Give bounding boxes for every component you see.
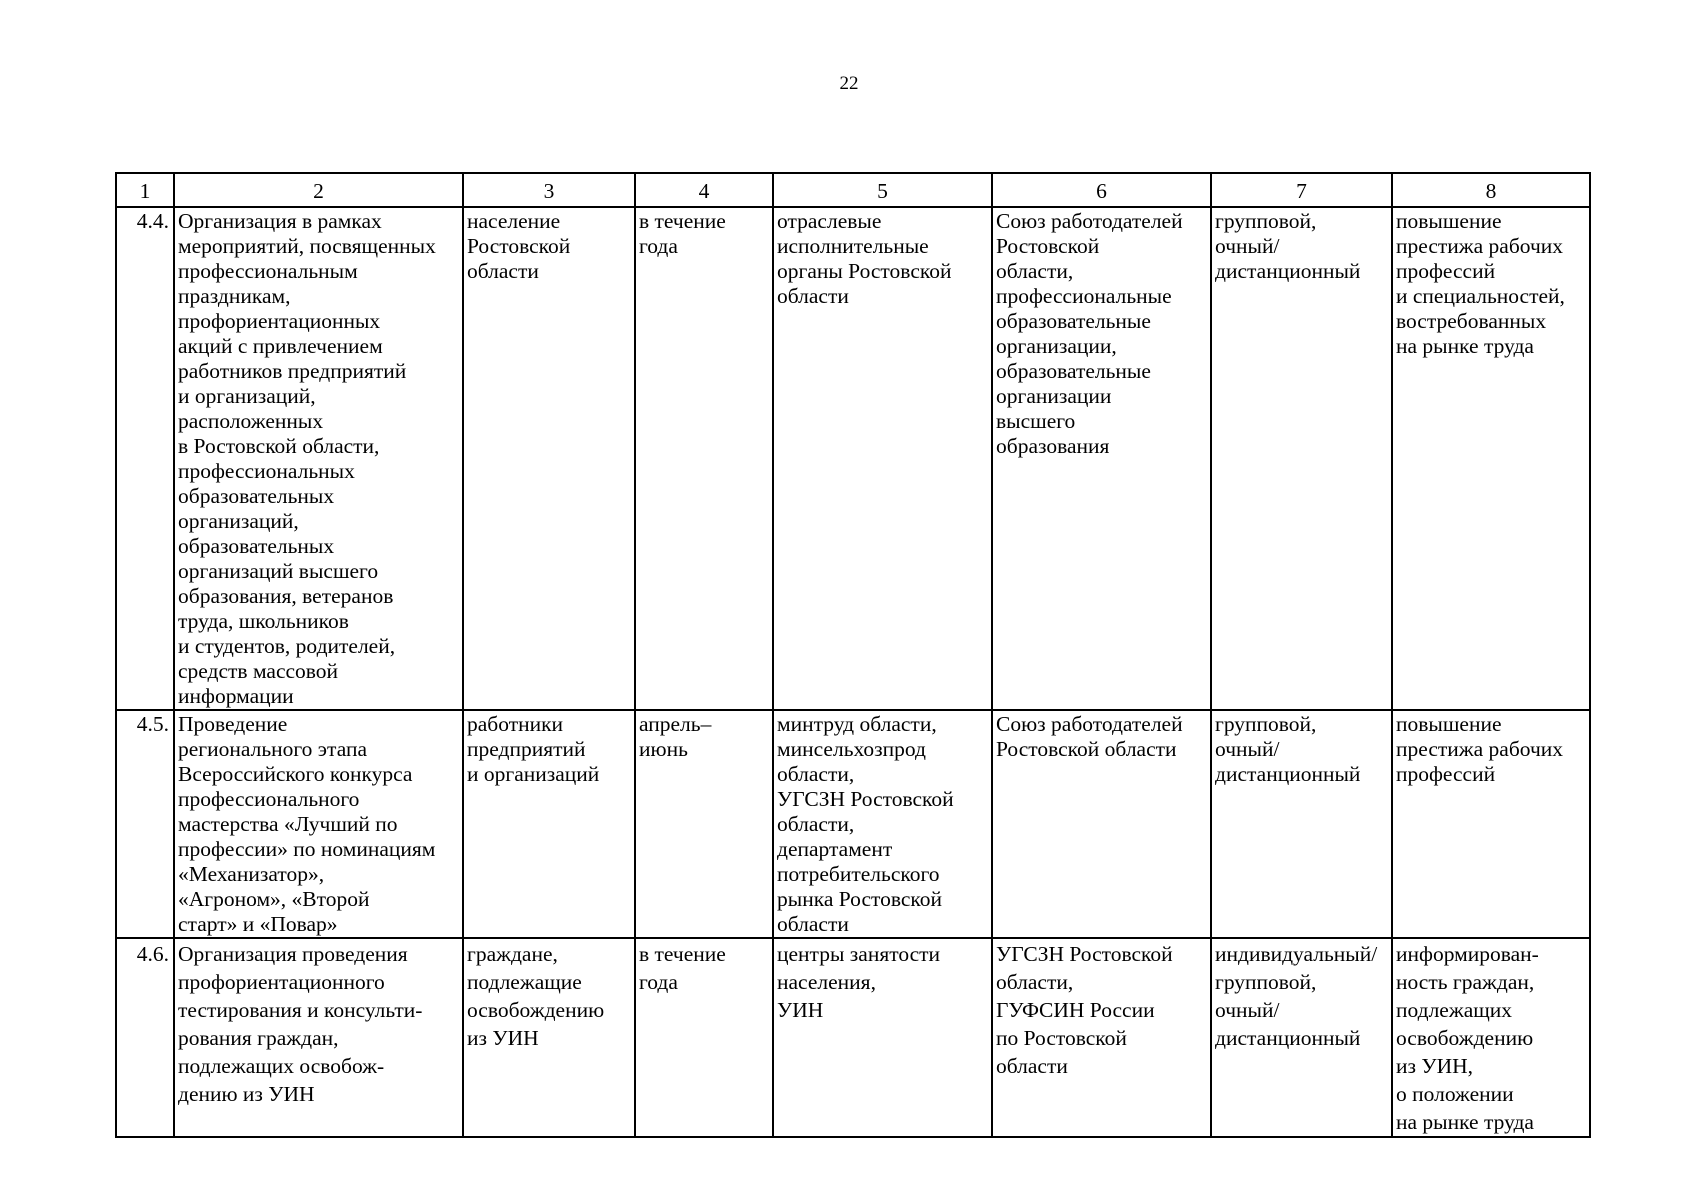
partners-cell: Союз работодателей Ростовской области	[992, 710, 1211, 938]
period-cell: апрель– июнь	[635, 710, 773, 938]
format-cell: групповой, очный/ дистанционный	[1211, 710, 1392, 938]
column-header-1: 1	[116, 173, 174, 207]
column-header-4: 4	[635, 173, 773, 207]
format-cell: индивидуальный/ групповой, очный/ дистанционный	[1211, 938, 1392, 1137]
format-cell: групповой, очный/ дистанционный	[1211, 207, 1392, 710]
table-row	[116, 710, 1590, 938]
activities-table	[115, 172, 1591, 1138]
table-row	[116, 938, 1590, 1137]
table-row	[116, 207, 1590, 710]
column-header-3: 3	[463, 173, 635, 207]
executor-cell: отраслевые исполнительные органы Ростовской области	[773, 207, 992, 710]
column-header-6: 6	[992, 173, 1211, 207]
page-number: 22	[839, 73, 859, 94]
result-cell: информирован- ность граждан, подлежащих освобождению из УИН, о положении на рынке труда	[1392, 938, 1590, 1137]
column-header-8: 8	[1392, 173, 1590, 207]
target-group-cell: работники предприятий и организаций	[463, 710, 635, 938]
row-number: 4.4.	[116, 207, 174, 710]
result-cell: повышение престижа рабочих профессий и специальностей, востребованных на рынке труда	[1392, 207, 1590, 710]
column-header-2: 2	[174, 173, 463, 207]
period-cell: в течение года	[635, 207, 773, 710]
target-group-cell: граждане, подлежащие освобождению из УИН	[463, 938, 635, 1137]
activity-cell: Организация в рамках мероприятий, посвященных профессиональным праздникам, профориентационных акций с привлечением работников предприятий и организаций, расположенных в Ростовской области, профессиональных образовательных организаций, образовательных организаций высшего образования, ветеранов труда, школьников и студентов, родителей, средств массовой информации	[174, 207, 463, 710]
row-number: 4.6.	[116, 938, 174, 1137]
column-header-5: 5	[773, 173, 992, 207]
target-group-cell: население Ростовской области	[463, 207, 635, 710]
row-number: 4.5.	[116, 710, 174, 938]
executor-cell: минтруд области, минсельхозпрод области, УГСЗН Ростовской области, департамент потребительского рынка Ростовской области	[773, 710, 992, 938]
activity-cell: Организация проведения профориентационного тестирования и консульти- рования граждан, подлежащих освобож- дению из УИН	[174, 938, 463, 1137]
executor-cell: центры занятости населения, УИН	[773, 938, 992, 1137]
partners-cell: Союз работодателей Ростовской области, профессиональные образовательные организации, образовательные организации высшего образования	[992, 207, 1211, 710]
partners-cell: УГСЗН Ростовской области, ГУФСИН России по Ростовской области	[992, 938, 1211, 1137]
column-header-7: 7	[1211, 173, 1392, 207]
period-cell: в течение года	[635, 938, 773, 1137]
table-header-row	[116, 173, 1590, 207]
activity-cell: Проведение регионального этапа Всероссийского конкурса профессионального мастерства «Лучший по профессии» по номинациям «Механизатор», «Агроном», «Второй старт» и «Повар»	[174, 710, 463, 938]
result-cell: повышение престижа рабочих профессий	[1392, 710, 1590, 938]
